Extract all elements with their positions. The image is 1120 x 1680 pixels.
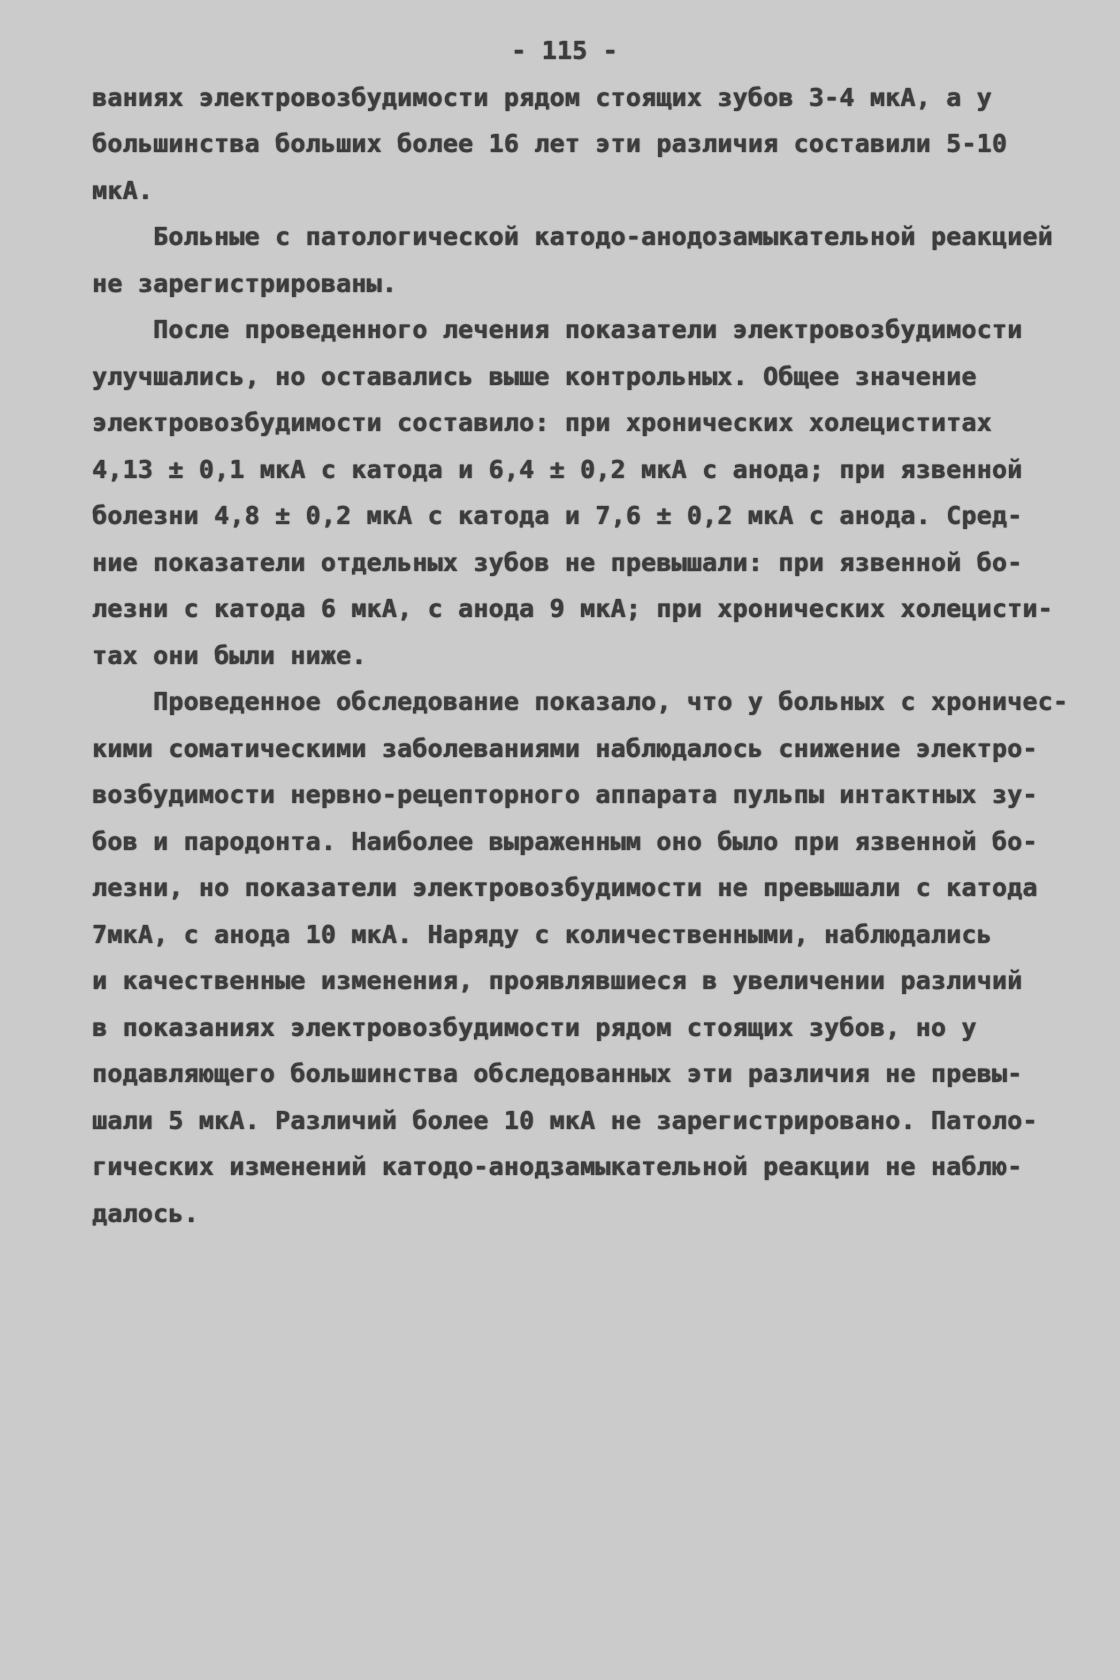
text-line: ние показатели отдельных зубов не превышали: при язвенной бо- bbox=[92, 547, 1023, 577]
text-line: возбудимости нервно-рецепторного аппарата пульпы интактных зу- bbox=[92, 780, 1038, 809]
text-line: Проведенное обследование показало, что у больных с хроничес- bbox=[92, 687, 1069, 716]
text-line: кими соматическими заболеваниями наблюдалось снижение электро- bbox=[92, 733, 1038, 763]
text-line: 4,13 ± 0,1 мкА с катода и 6,4 ± 0,2 мкА с анода; при язвенной bbox=[92, 454, 1023, 484]
text-line: мкА. bbox=[92, 175, 154, 205]
text-line: Больные с патологической катодо-анодозамыкательной реакцией bbox=[92, 222, 1053, 251]
text-line: тах они были ниже. bbox=[92, 640, 367, 670]
text-line: далось. bbox=[92, 1198, 199, 1228]
text-line: 7мкА, с анода 10 мкА. Наряду с количественными, наблюдались bbox=[92, 919, 992, 949]
text-line: в показаниях электровозбудимости рядом стоящих зубов, но у bbox=[92, 1012, 977, 1042]
text-line: После проведенного лечения показатели электровозбудимости bbox=[92, 315, 1023, 344]
text-line: электровозбудимости составило: при хронических холециститах bbox=[92, 408, 992, 437]
text-line: улучшались, но оставались выше контрольных. Общее значение bbox=[92, 361, 977, 391]
text-line: подавляющего большинства обследованных эти различия не превы- bbox=[92, 1059, 1023, 1088]
text-line: лезни, но показатели электровозбудимости не превышали с катода bbox=[92, 873, 1038, 902]
text-line: бов и пародонта. Наиболее выраженным оно было при язвенной бо- bbox=[92, 826, 1038, 856]
text-line: не зарегистрированы. bbox=[92, 268, 398, 298]
text-line: ваниях электровозбудимости рядом стоящих зубов 3-4 мкА, а у bbox=[92, 82, 992, 112]
text-line: болезни 4,8 ± 0,2 мкА с катода и 7,6 ± 0,2 мкА с анода. Сред- bbox=[92, 501, 1023, 530]
text-line: лезни с катода 6 мкА, с анода 9 мкА; при хронических холецисти- bbox=[92, 594, 1053, 623]
text-line: и качественные изменения, проявлявшиеся в увеличении различий bbox=[92, 966, 1023, 995]
page-number: - 115 - bbox=[511, 36, 618, 65]
document-text bbox=[92, 28, 1069, 1237]
text-line: гических изменений катодо-анодзамыкательной реакции не наблю- bbox=[92, 1152, 1023, 1181]
text-line: большинства больших более 16 лет эти различия составили 5-10 bbox=[92, 129, 1008, 158]
text-line: шали 5 мкА. Различий более 10 мкА не зарегистрировано. Патоло- bbox=[92, 1105, 1038, 1135]
